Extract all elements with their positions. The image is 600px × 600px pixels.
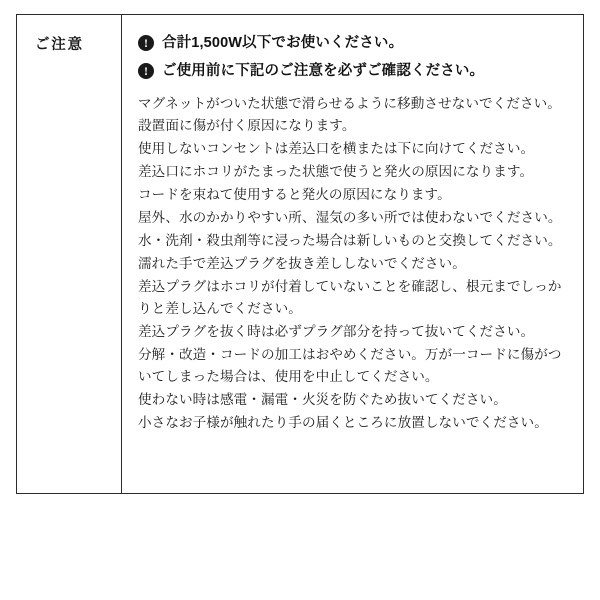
headline-row-2 (138, 61, 569, 82)
caution-paragraph: 水・洗剤・殺虫剤等に浸った場合は新しいものと交換してください。 (138, 233, 562, 249)
headline-text-2: ご使用前に下記のご注意を必ずご確認ください。 (162, 62, 485, 79)
notice-panel (16, 14, 584, 494)
blank-bottom-area (0, 500, 600, 600)
caution-paragraph: 分解・改造・コードの加工はおやめください。万が一コードに傷がついてしまった場合は、使用を中止してください。 (138, 347, 562, 385)
exclamation-icon: ! (138, 63, 154, 79)
notice-content-column (122, 15, 583, 493)
caution-paragraph: 小さなお子様が触れたり手の届くところに放置しないでください。 (138, 415, 548, 431)
exclamation-icon: ! (138, 35, 154, 51)
caution-paragraph: 差込プラグを抜く時は必ずプラグ部分を持って抜いてください。 (138, 324, 535, 340)
caution-paragraph: 差込口にホコリがたまった状態で使うと発火の原因になります。 (138, 164, 534, 180)
headline-row-1 (138, 33, 569, 54)
notice-label: ご注意 (35, 37, 84, 53)
caution-paragraph: 使わない時は感電・漏電・火災を防ぐため抜いてください。 (138, 392, 507, 408)
caution-paragraph: マグネットがついた状態で滑らせるように移動させないでください。設置面に傷が付く原因になります。 (138, 96, 561, 134)
caution-paragraph: 使用しないコンセントは差込口を横または下に向けてください。 (138, 141, 535, 157)
caution-paragraph: コードを束ねて使用すると発火の原因になります。 (138, 187, 451, 203)
caution-paragraph-list (138, 93, 569, 434)
notice-label-column (17, 15, 121, 493)
headline-text-1: 合計1,500W以下でお使いください。 (162, 35, 404, 51)
caution-paragraph: 屋外、水のかかりやすい所、湿気の多い所では使わないでください。 (138, 210, 562, 226)
caution-paragraph: 差込プラグはホコリが付着していないことを確認し、根元までしっかりと差し込んでください。 (138, 279, 562, 317)
caution-paragraph: 濡れた手で差込プラグを抜き差ししないでください。 (138, 256, 466, 272)
